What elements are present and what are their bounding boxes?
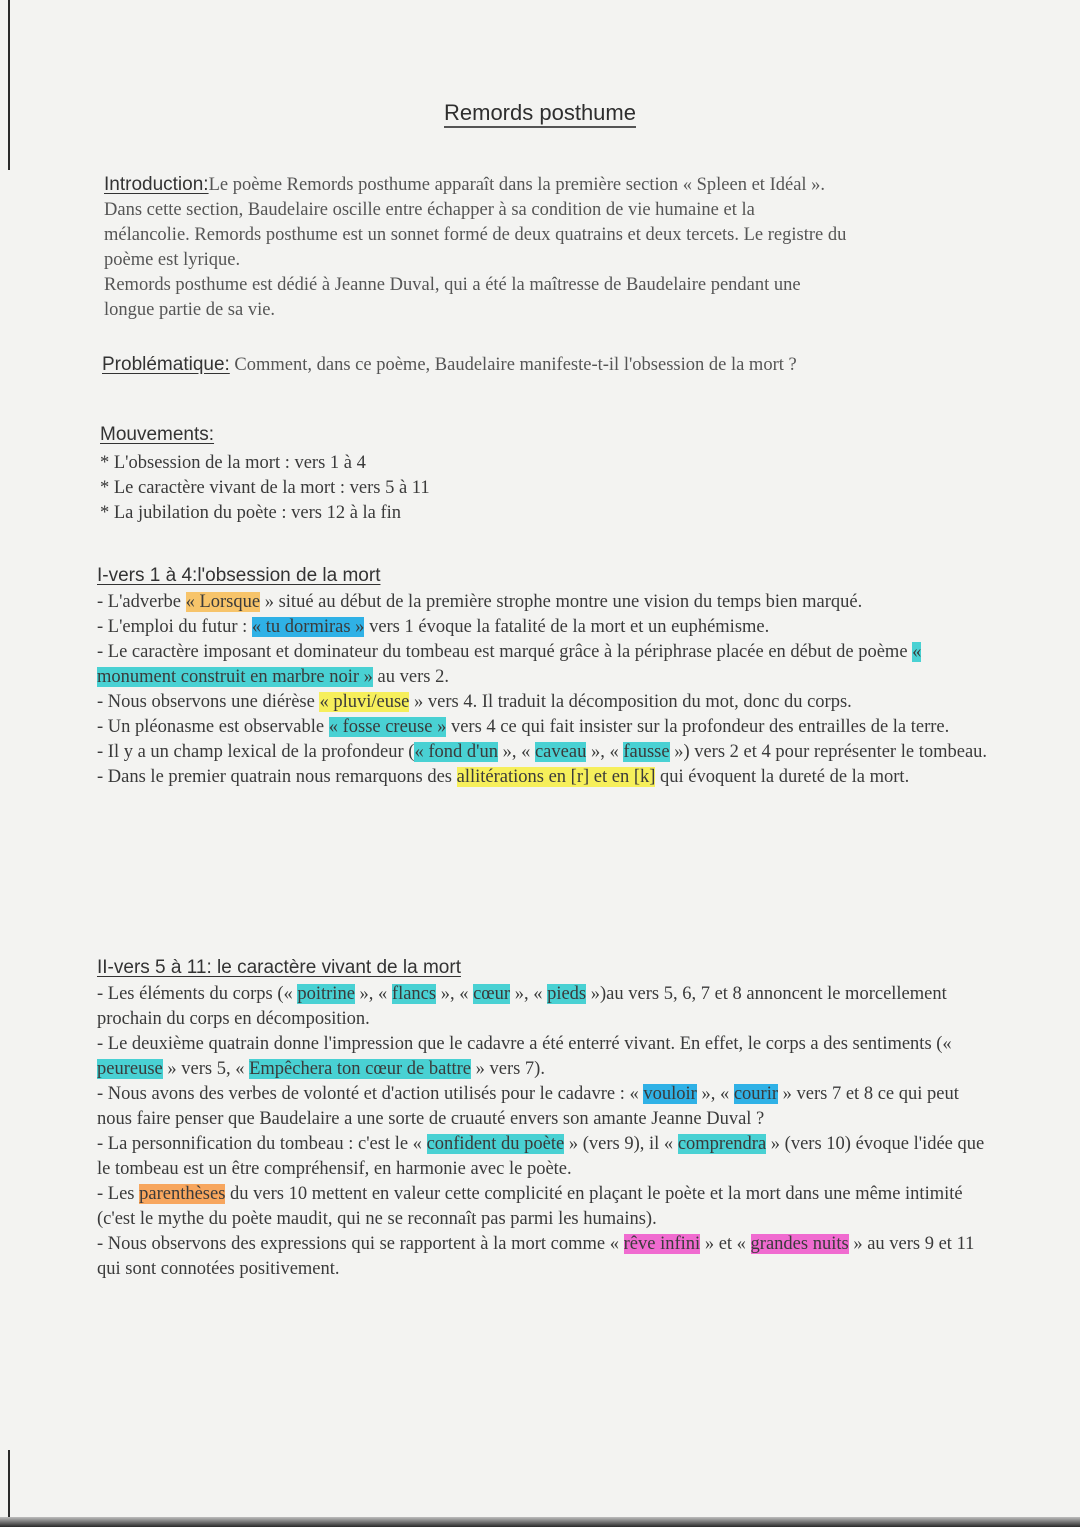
section-2-heading: II-vers 5 à 11: le caractère vivant de la mort [97, 957, 461, 978]
page-edge-shadow [8, 0, 10, 170]
paragraph: - Les éléments du corps (« poitrine », « flancs », « cœur », « pieds »)au vers 5, 6, 7 et 8 annoncent le morcellement prochain du corps en décomposition. [97, 984, 947, 1029]
list-item: * Le caractère vivant de la mort : vers 5 à 11 [100, 478, 430, 498]
section-2 [97, 955, 997, 1282]
paragraph: - L'emploi du futur : « tu dormiras » vers 1 évoque la fatalité de la mort et un euphémisme. [97, 617, 770, 637]
paragraph: - Le deuxième quatrain donne l'impression que le cadavre a été enterré vivant. En effet, le corps a des sentiments (« peureuse » vers 5, « Empêchera ton cœur de battre » vers 7). [97, 1034, 952, 1079]
paragraph: - Nous observons des expressions qui se rapportent à la mort comme « rêve infini » et « grandes nuits » au vers 9 et 11 qui sont connotées positivement. [97, 1234, 975, 1279]
list-item: * L'obsession de la mort : vers 1 à 4 [100, 453, 366, 473]
section-1 [97, 563, 997, 790]
paragraph: - Les parenthèses du vers 10 mettent en valeur cette complicité en plaçant le poète et la mort dans une même intimité (c'est le mythe du poète maudit, qui ne se reconnaît pas parmi les humains). [97, 1184, 963, 1229]
page-edge-shadow [8, 1450, 10, 1527]
problematique-label: Problématique: [102, 354, 230, 375]
paragraph: - Le caractère imposant et dominateur du tombeau est marqué grâce à la périphrase placée en début de poème « monument construit en marbre noir » au vers 2. [97, 642, 922, 687]
paragraph: - L'adverbe « Lorsque » situé au début de la première strophe montre une vision du temps bien marqué. [97, 592, 863, 612]
paragraph: - Nous observons une diérèse « pluvi/euse » vers 4. Il traduit la décomposition du mot, donc du corps. [97, 692, 852, 712]
paragraph: - Dans le premier quatrain nous remarquons des allitérations en [r] et en [k] qui évoquent la dureté de la mort. [97, 767, 910, 787]
mouvements [100, 422, 800, 526]
paragraph: - Un pléonasme est observable « fosse creuse » vers 4 ce qui fait insister sur la profondeur des entrailles de la terre. [97, 717, 950, 737]
paragraph: - La personnification du tombeau : c'est le « confident du poète » (vers 9), il « comprendra » (vers 10) évoque l'idée que le tombeau est un être compréhensif, en harmonie avec le poète. [97, 1134, 985, 1179]
mouvements-label: Mouvements: [100, 424, 215, 445]
introduction-label: Introduction: [104, 174, 209, 195]
list-item: * La jubilation du poète : vers 12 à la fin [100, 503, 402, 523]
introduction: Introduction:Le poème Remords posthume apparaît dans la première section « Spleen et Idéal ». Dans cette section, Baudelaire oscille entre échapper à sa condition de vie humaine et la mélancolie. Remords posthume est un sonnet formé de deux quatrains et deux tercets. Le registre du poème est lyrique. Remords posthume est dédié à Jeanne Duval, qui a été la maîtresse de Baudelaire pendant une longue partie de sa vie. [104, 174, 847, 320]
page-edge-shadow [0, 1517, 1080, 1527]
paragraph: - Nous avons des verbes de volonté et d'action utilisés pour le cadavre : « vouloir », « courir » vers 7 et 8 ce qui peut nous faire penser que Baudelaire a une sorte de cruauté envers son amante Jeanne Duval ? [97, 1084, 959, 1129]
section-1-heading: I-vers 1 à 4:l'obsession de la mort [97, 565, 381, 586]
problematique: Problématique: Comment, dans ce poème, Baudelaire manifeste-t-il l'obsession de la mort ? [102, 354, 797, 375]
paragraph: - Il y a un champ lexical de la profondeur (« fond d'un », « caveau », « fausse ») vers 2 et 4 pour représenter le tombeau. [97, 742, 988, 762]
page-title: Remords posthume [0, 100, 1080, 126]
